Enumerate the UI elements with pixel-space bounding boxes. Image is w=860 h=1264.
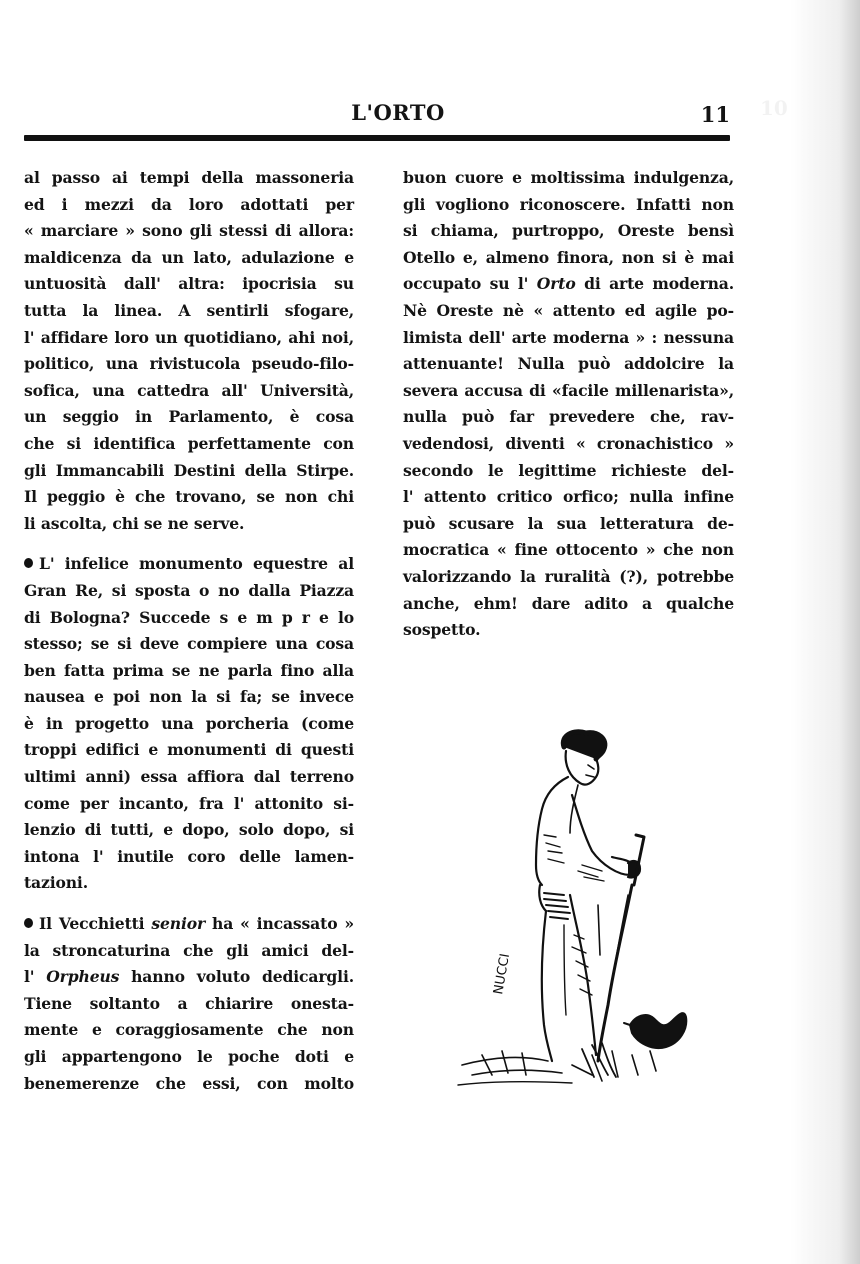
header-rule: [24, 135, 730, 141]
running-title: L'ORTO: [351, 100, 445, 125]
text-line: untuosità dall' altra: ipocrisia su: [24, 274, 354, 294]
text-line: mente e coraggiosamente che non: [24, 1020, 354, 1040]
page-header: [24, 96, 732, 136]
text-line: limista dell' arte moderna » : nessuna: [403, 327, 734, 347]
italic-title: Orpheus: [46, 967, 120, 987]
left-column: [24, 165, 354, 1097]
text-line: li ascolta, chi se ne serve.: [24, 513, 245, 533]
paragraph-monument: [24, 551, 354, 897]
text-line: politico, una rivistucola pseudo-filo-: [24, 354, 354, 374]
text-line: stesso; se si deve compiere una cosa: [24, 634, 354, 654]
text-line: al passo ai tempi della massoneria: [24, 168, 354, 187]
artist-signature: NUCCI: [491, 952, 514, 996]
text-line: Otello e, almeno finora, non si è mai: [403, 247, 734, 267]
text-line: L' infelice monumento equestre al: [24, 551, 354, 578]
page-edge-shadow: [790, 0, 860, 1264]
bullet-icon: [24, 918, 33, 928]
text-line: si chiama, purtroppo, Oreste bensì: [403, 221, 734, 241]
text-line: gli Immancabili Destini della Stirpe.: [24, 460, 354, 480]
text-line: nulla può far prevedere che, rav-: [403, 407, 734, 427]
text-line: gli vogliono riconoscere. Infatti non: [403, 194, 734, 214]
text-line: severa accusa di «facile millenarista»,: [403, 380, 734, 400]
bullet-icon: [24, 558, 33, 568]
text-line: intona l' inutile coro delle lamen-: [24, 846, 354, 866]
text-line: Gran Re, si sposta o no dalla Piazza: [24, 580, 354, 600]
text-line: un seggio in Parlamento, è cosa: [24, 407, 354, 427]
text-line: Nè Oreste nè « attento ed agile po-: [403, 300, 734, 320]
text-line: la stroncaturina che gli amici del-: [24, 940, 354, 960]
text-line: l' Orpheus hanno voluto dedicargli.: [24, 967, 354, 987]
text-line: anche, ehm! dare adito a qualche: [403, 593, 734, 613]
text-line: mocratica « fine ottocento » che non: [403, 540, 734, 560]
peasant-illustration: [452, 725, 692, 1095]
text-line: benemerenze che essi, con molto: [24, 1073, 354, 1093]
text-line: secondo le legittime richieste del-: [403, 460, 734, 480]
text-line: è in progetto una porcheria (come: [24, 713, 354, 733]
page-number: 11: [700, 102, 730, 127]
text-line: tazioni.: [24, 873, 88, 893]
text-line: Tiene soltanto a chiarire onesta-: [24, 993, 354, 1013]
text-line: maldicenza da un lato, adulazione e: [24, 247, 354, 267]
text-line: attenuante! Nulla può addolcire la: [403, 354, 734, 374]
text-line: Il peggio è che trovano, se non chi: [24, 487, 354, 507]
text-line: l' affidare loro un quotidiano, ahi noi,: [24, 327, 354, 347]
paragraph-vecchietti: [24, 911, 354, 1097]
text-line: troppi edifici e monumenti di questi: [24, 740, 354, 760]
text-line: di Bologna? Succede s e m p r e lo: [24, 607, 354, 627]
text-line: gli appartengono le poche doti e: [24, 1047, 354, 1066]
paragraph-masonry: [24, 165, 354, 537]
text-line: che si identifica perfettamente con: [24, 433, 354, 453]
text-line: come per incanto, fra l' attonito si-: [24, 793, 354, 813]
text-line: Il Vecchietti senior ha « incassato »: [24, 911, 354, 938]
text-line: ultimi anni) essa affiora dal terreno: [24, 767, 354, 787]
text-line: può scusare la sua letteratura de-: [403, 513, 734, 533]
bleed-through-text: 10: [760, 96, 788, 120]
text-line: occupato su l' Orto di arte moderna.: [403, 274, 734, 294]
text-line: ed i mezzi da loro adottati per: [24, 194, 354, 214]
text-line: « marciare » sono gli stessi di allora:: [24, 221, 354, 241]
right-column: [403, 165, 734, 644]
text-line: valorizzando la ruralità (?), potrebbe: [403, 566, 734, 586]
text-line: lenzio di tutti, e dopo, solo dopo, si: [24, 820, 354, 840]
text-line: sofica, una cattedra all' Università,: [24, 380, 354, 400]
text-line: tutta la linea. A sentirli sfogare,: [24, 300, 354, 320]
text-line: sospetto.: [403, 620, 481, 640]
text-line: vedendosi, diventi « cronachistico »: [403, 433, 734, 453]
text-line: buon cuore e moltissima indulgenza,: [403, 168, 734, 187]
text-line: nausea e poi non la si fa; se invece: [24, 687, 354, 707]
text-line: ben fatta prima se ne parla fino alla: [24, 660, 354, 680]
italic-word: senior: [151, 914, 206, 934]
text-line: l' attento critico orfico; nulla infine: [403, 487, 734, 507]
italic-title: Orto: [536, 274, 576, 294]
